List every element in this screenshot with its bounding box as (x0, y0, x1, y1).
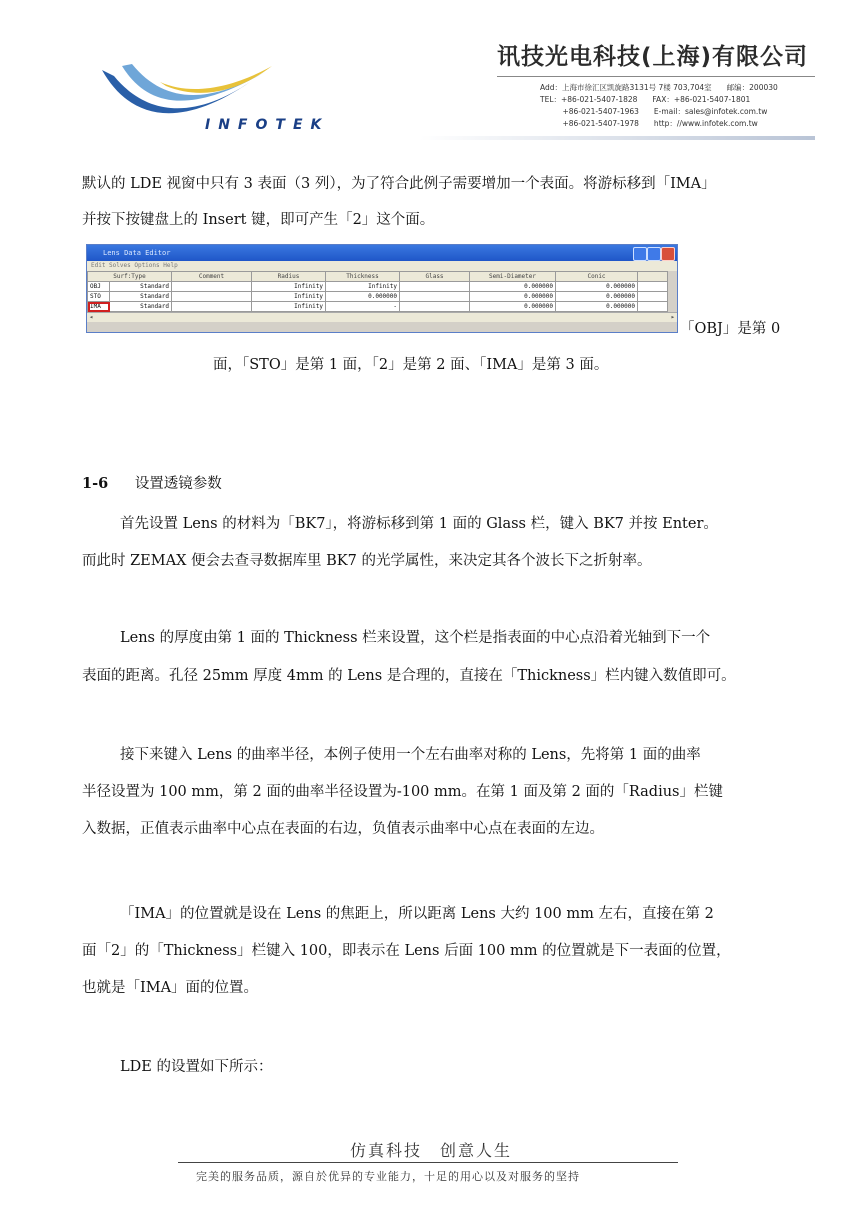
paragraph-3-line-3: 入数据，正值表示曲率中心点在表面的右边，负值表示曲率中心点在表面的左边。 (82, 821, 604, 837)
lde-menubar: Edit Solves Options Help (87, 261, 677, 271)
paragraph-5-line-1: LDE 的设置如下所示： (120, 1059, 273, 1075)
paragraph-3-line-1: 接下来键入 Lens 的曲率半径，本例子使用一个左右曲率对称的 Lens，先将第 1 面的曲率 (120, 747, 701, 763)
paragraph-1-line-2: 而此时 ZEMAX 便会去查寻数据库里 BK7 的光学属性，来决定其各个波长下之折射率。 (82, 553, 652, 569)
minimize-icon (633, 247, 647, 261)
lde-window-screenshot (86, 244, 678, 333)
lde-titlebar (87, 245, 677, 261)
col-semi-diameter: Semi-Diameter (470, 272, 556, 282)
contact-line-4: +86-021-5407-1978 http：//www.infotek.com.tw (540, 119, 758, 128)
section-number: 1-6 (82, 475, 109, 492)
surf-label-selected: IMA (88, 302, 110, 312)
col-glass: Glass (400, 272, 470, 282)
paragraph-4-line-3: 也就是「IMA」面的位置。 (82, 980, 259, 996)
col-conic: Conic (556, 272, 638, 282)
contact-line-1: Add：上海市徐汇区凯旋路3131号 7楼 703,704室 邮编：200030 (540, 83, 778, 92)
scroll-left-icon: ◂ (89, 313, 94, 321)
paragraph-2-line-2: 表面的距离。孔径 25mm 厚度 4mm 的 Lens 是合理的，直接在「Thickness」栏内键入数值即可。 (82, 668, 736, 684)
lde-title: Lens Data Editor (103, 249, 171, 257)
col-surf-type: Surf:Type (88, 272, 172, 282)
footer-divider (178, 1162, 678, 1163)
intro-line-3: 面，「STO」是第 1 面，「2」是第 2 面、「IMA」是第 3 面。 (213, 357, 609, 373)
paragraph-4-line-1: 「IMA」的位置就是设在 Lens 的焦距上，所以距离 Lens 大约 100 mm 左右，直接在第 2 (120, 906, 714, 922)
contact-line-2: TEL：+86-021-5407-1828 FAX：+86-021-5407-1801 (540, 95, 751, 104)
contact-line-3: +86-021-5407-1963 E-mail：sales@infotek.com.tw (540, 107, 768, 116)
paragraph-1-line-1: 首先设置 Lens 的材料为「BK7」，将游标移到第 1 面的 Glass 栏，键入 BK7 并按 Enter。 (120, 516, 718, 532)
header-divider (497, 76, 815, 77)
table-row: STO Standard Infinity 0.000000 0.000000 0.000000 (88, 292, 668, 302)
lde-table (87, 271, 668, 312)
lde-horizontal-scrollbar (87, 312, 677, 322)
close-icon (661, 247, 675, 261)
section-heading (82, 472, 222, 493)
footer-slogan: 仿真科技 创意人生 (350, 1141, 513, 1160)
scroll-right-icon: ▸ (670, 313, 675, 321)
surf-label: STO (88, 292, 110, 302)
maximize-icon (647, 247, 661, 261)
intro-line-2: 并按下按键盘上的 Insert 键，即可产生「2」这个面。 (82, 212, 435, 228)
company-name: 讯技光电科技(上海)有限公司 (497, 44, 809, 70)
header-bar (420, 136, 815, 140)
surf-label: OBJ (88, 282, 110, 292)
table-row: OBJ Standard Infinity Infinity 0.000000 0.000000 (88, 282, 668, 292)
section-title: 设置透镜参数 (134, 476, 222, 492)
footer-motto: 完美的服务品质，源自於优异的专业能力，十足的用心以及对服务的坚持 (196, 1170, 580, 1183)
intro-line-1: 默认的 LDE 视窗中只有 3 表面（3 列），为了符合此例子需要增加一个表面。将游标移到「IMA」 (82, 176, 716, 192)
col-comment: Comment (172, 272, 252, 282)
paragraph-2-line-1: Lens 的厚度由第 1 面的 Thickness 栏来设置，这个栏是指表面的中心点沿着光轴到下一个 (120, 630, 711, 646)
logo-text: INFOTEK (205, 117, 330, 133)
lde-header-row (88, 272, 668, 282)
paragraph-4-line-2: 面「2」的「Thickness」栏键入 100，即表示在 Lens 后面 100 mm 的位置就是下一表面的位置， (82, 943, 731, 959)
intro-after-image: 「OBJ」是第 0 (680, 321, 781, 337)
col-radius: Radius (252, 272, 326, 282)
paragraph-3-line-2: 半径设置为 100 mm，第 2 面的曲率半径设置为-100 mm。在第 1 面及第 2 面的「Radius」栏键 (82, 784, 723, 800)
table-row: IMA Standard Infinity - 0.000000 0.000000 (88, 302, 668, 312)
col-thickness: Thickness (326, 272, 400, 282)
